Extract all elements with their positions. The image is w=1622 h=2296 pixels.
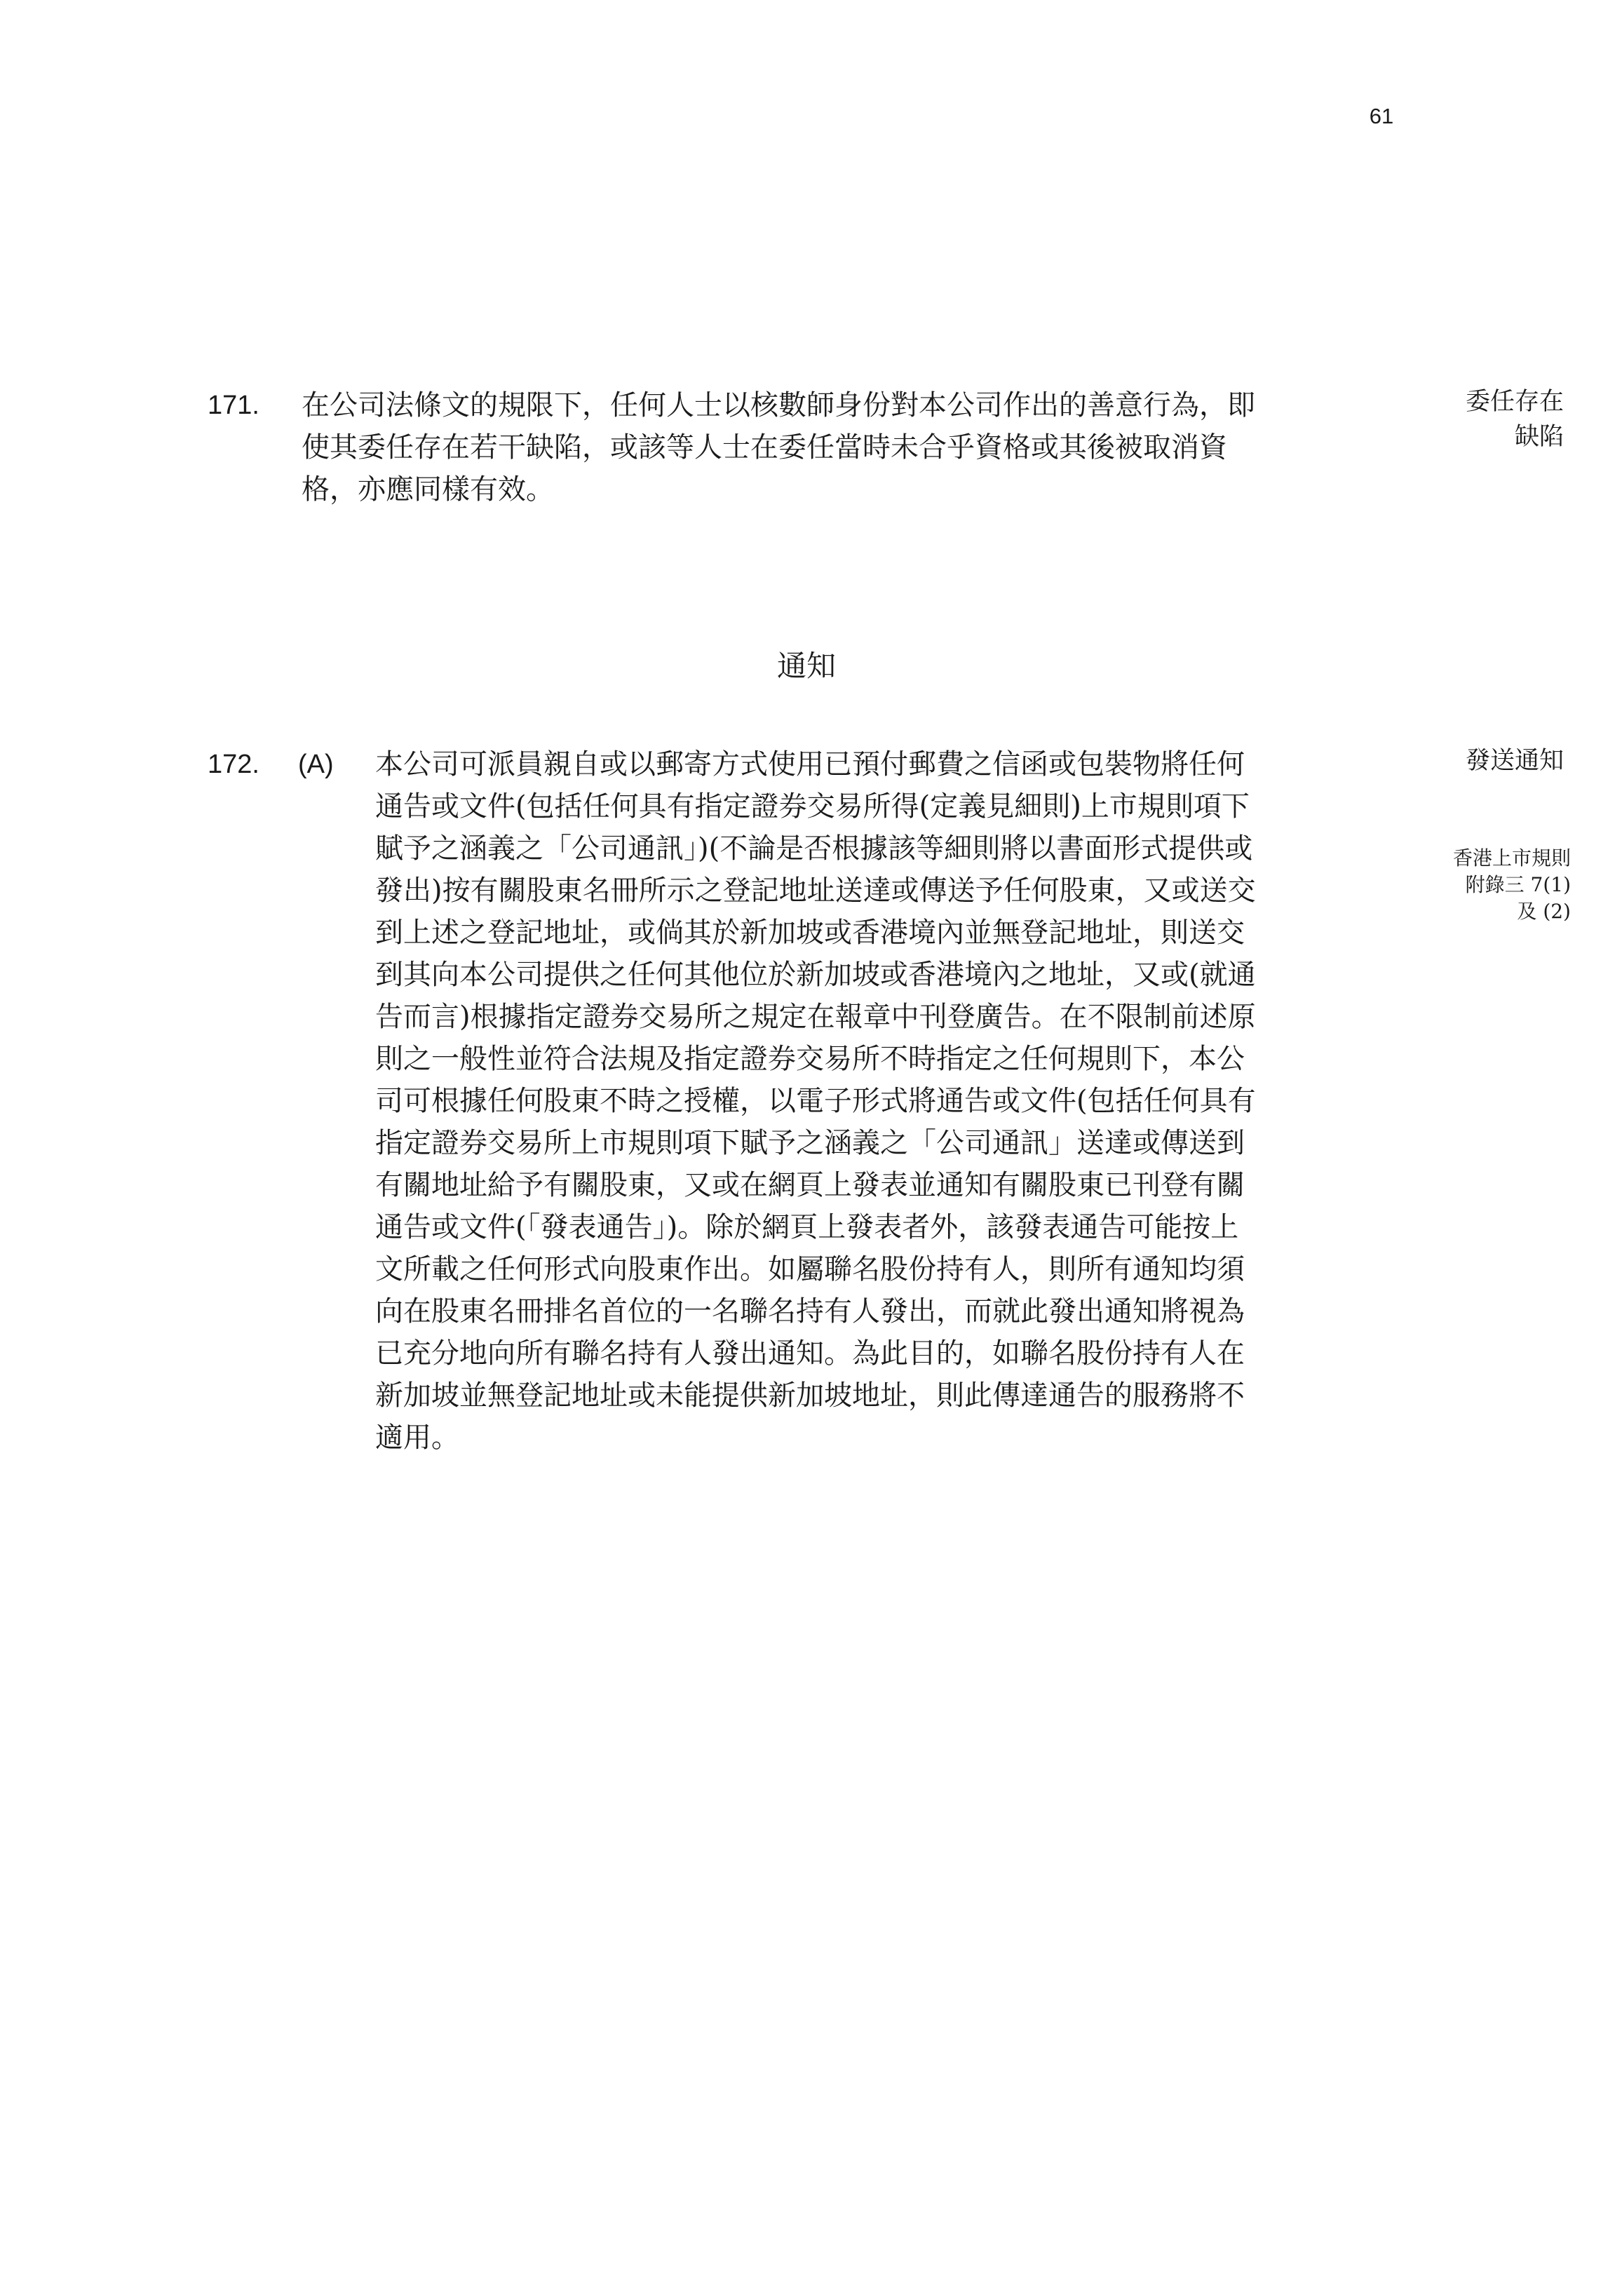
paragraph-172-line: 有關地址給予有關股東，又或在網頁上發表並通知有關股東已刊登有關: [375, 1169, 1245, 1201]
paragraph-172-line: 司可根據任何股東不時之授權，以電子形式將通告或文件(包括任何具有: [375, 1085, 1256, 1117]
paragraph-171-text: [302, 384, 1381, 511]
paragraph-172-line: 發出)按有關股東名冊所示之登記地址送達或傳送予任何股東，又或送交: [375, 874, 1256, 907]
paragraph-172-line: 新加坡並無登記地址或未能提供新加坡地址，則此傳達通告的服務將不: [375, 1379, 1245, 1412]
margin-reference-line: 香港上市規則: [1452, 846, 1571, 870]
paragraph-172-line: 指定證券交易所上市規則項下賦予之涵義之「公司通訊」送達或傳送到: [375, 1127, 1245, 1159]
page-number: 61: [1369, 104, 1394, 128]
paragraph-172-line: 適用。: [375, 1422, 459, 1454]
margin-reference-line: 附錄三 7(1): [1465, 873, 1571, 896]
paragraph-171-line: 使其委任存在若干缺陷，或該等人士在委任當時未合乎資格或其後被取消資: [302, 431, 1227, 464]
paragraph-171-line: 格，亦應同樣有效。: [302, 473, 554, 506]
paragraph-171-line: 在公司法條文的規限下，任何人士以核數師身份對本公司作出的善意行為，即: [302, 389, 1255, 421]
margin-reference-172: [1388, 845, 1571, 925]
paragraph-172-line: 告而言)根據指定證券交易所之規定在報章中刊登廣告。在不限制前述原: [375, 1001, 1256, 1033]
paragraph-number-171: 171.: [208, 391, 259, 420]
sub-paragraph-number: (A): [298, 750, 334, 779]
section-heading: 通知: [776, 649, 836, 683]
margin-note-line: 缺陷: [1514, 423, 1564, 451]
paragraph-172-line: 文所載之任何形式向股東作出。如屬聯名股份持有人，則所有通知均須: [375, 1253, 1245, 1285]
margin-note-172: 發送通知: [1465, 747, 1564, 775]
paragraph-172-line: 本公司可派員親自或以郵寄方式使用已預付郵費之信函或包裝物將任何: [375, 748, 1245, 781]
paragraph-172-line: 通告或文件(「發表通告」)。除於網頁上發表者外，該發表通告可能按上: [375, 1211, 1239, 1243]
paragraph-172-line: 通告或文件(包括任何具有指定證券交易所得(定義見細則)上市規則項下: [375, 790, 1250, 823]
paragraph-172-line: 則之一般性並符合法規及指定證券交易所不時指定之任何規則下，本公: [375, 1043, 1245, 1075]
paragraph-172-line: 賦予之涵義之「公司通訊」)(不論是否根據該等細則將以書面形式提供或: [375, 832, 1253, 865]
margin-note-line: 委任存在: [1465, 388, 1564, 416]
paragraph-172-line: 到上述之登記地址，或倘其於新加坡或香港境內並無登記地址，則送交: [375, 917, 1245, 949]
paragraph-number-172: 172.: [208, 750, 259, 779]
margin-note-171: [1388, 384, 1564, 454]
paragraph-172-text: [375, 743, 1385, 1459]
paragraph-172-line: 到其向本公司提供之任何其他位於新加坡或香港境內之地址，又或(就通: [375, 959, 1256, 991]
paragraph-172-line: 已充分地向所有聯名持有人發出通知。為此目的，如聯名股份持有人在: [375, 1337, 1245, 1370]
margin-reference-line: 及 (2): [1517, 900, 1571, 923]
paragraph-172-line: 向在股東名冊排名首位的一名聯名持有人發出，而就此發出通知將視為: [375, 1295, 1245, 1328]
